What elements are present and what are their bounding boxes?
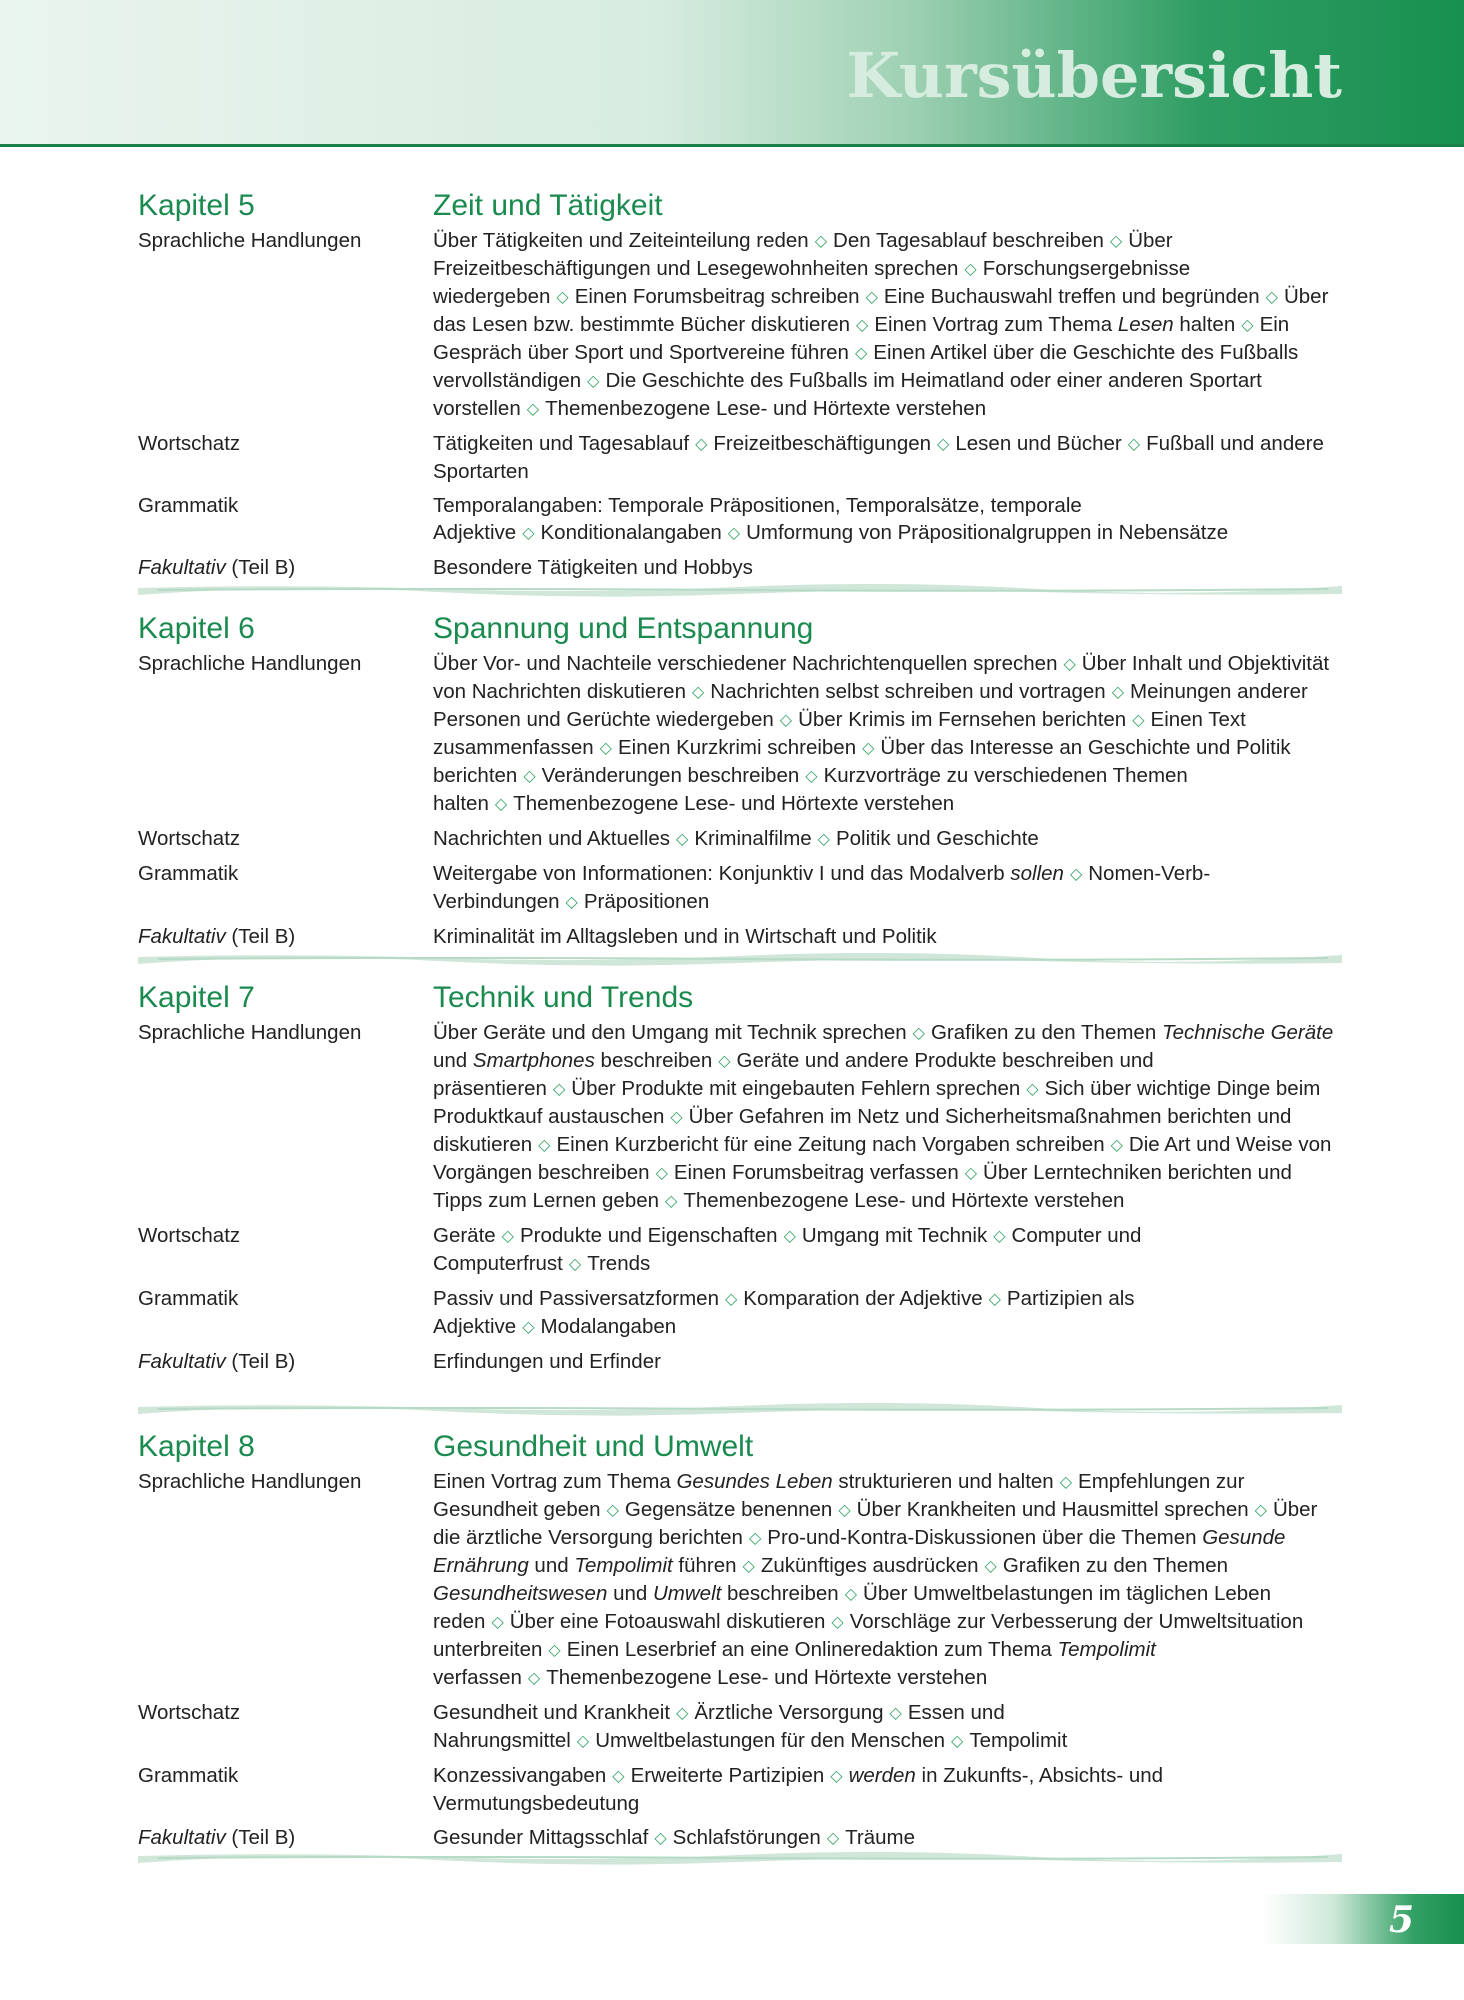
fakultativ-label: Fakultativ — [138, 556, 226, 579]
row-text: Erfindungen und Erfinder — [433, 1350, 661, 1373]
row-wortschatz — [138, 1699, 1342, 1755]
row-label: Wortschatz — [138, 1224, 241, 1247]
row-wortschatz — [138, 430, 1342, 485]
teil-b-label: (Teil B) — [225, 1350, 296, 1373]
row-label: Grammatik — [138, 862, 239, 885]
row-fakultativ — [138, 1824, 1342, 1852]
chapter-title: Spannung und Entspannung — [433, 612, 814, 645]
row-text: Über Tätigkeiten und Zeiteinteilung reden ◇ Den Tagesablauf beschreiben ◇ Über Freizeitbeschäftigungen und Lesegewohnheiten sprechen ◇ Forschungsergebnisse wiedergeben ◇ Einen Forumsbeitrag schreiben ◇ Eine Buchauswahl treffen und begründen ◇ Über das Lesen bzw. bestimmte Bücher diskutieren ◇ Einen Vortrag zum Thema Lesen halten ◇ Ein Gespräch über Sport und Sportvereine führen ◇ Einen Artikel über die Geschichte des Fußballs vervollständigen ◇ Die Geschichte des Fußballs im Heimatland oder einer anderen Sportart vorstellen ◇ Themenbezogene Lese- und Hörtexte verstehen — [433, 229, 1329, 420]
row-label: Wortschatz — [138, 827, 241, 850]
row-fakultativ — [138, 923, 1342, 950]
row-text: Passiv und Passiversatzformen ◇ Komparation der Adjektive ◇ Partizipien als Adjektive ◇ Modalangaben — [433, 1287, 1135, 1338]
row-label — [138, 923, 433, 950]
chapter-title: Zeit und Tätigkeit — [433, 189, 663, 222]
row-sprachliche-handlungen — [138, 1019, 1342, 1215]
row-label: Grammatik — [138, 494, 239, 517]
row-wortschatz — [138, 1222, 1342, 1278]
section-divider — [138, 583, 1342, 597]
chapter-number: Kapitel 6 — [138, 612, 255, 645]
row-text: Gesundheit und Krankheit ◇ Ärztliche Versorgung ◇ Essen und Nahrungsmittel ◇ Umweltbelastungen für den Menschen ◇ Tempolimit — [433, 1701, 1068, 1752]
section-divider — [138, 1851, 1342, 1865]
row-text: Temporalangaben: Temporale Präpositionen, Temporalsätze, temporale Adjektive ◇ Konditionalangaben ◇ Umformung von Präpositionalgruppen in Nebensätze — [433, 494, 1229, 544]
row-label: Sprachliche Handlungen — [138, 652, 362, 675]
row-label — [138, 1824, 433, 1852]
chapter-title: Technik und Trends — [433, 981, 694, 1014]
chapter-number: Kapitel 8 — [138, 1430, 255, 1463]
chapter-number: Kapitel 7 — [138, 981, 255, 1014]
row-text: Konzessivangaben ◇ Erweiterte Partizipien ◇ werden in Zukunfts-, Absichts- und Vermutungsbedeutung — [433, 1764, 1164, 1815]
row-text: Besondere Tätigkeiten und Hobbys — [433, 556, 753, 579]
chapter-header — [138, 610, 1342, 650]
page-number: 5 — [1388, 1899, 1414, 1941]
row-label: Wortschatz — [138, 432, 241, 455]
row-text: Tätigkeiten und Tagesablauf ◇ Freizeitbeschäftigungen ◇ Lesen und Bücher ◇ Fußball und andere Sportarten — [433, 432, 1324, 483]
row-label — [138, 1348, 433, 1375]
row-sprachliche-handlungen — [138, 227, 1342, 423]
row-grammatik — [138, 492, 1342, 547]
row-text: Geräte ◇ Produkte und Eigenschaften ◇ Umgang mit Technik ◇ Computer und Computerfrust ◇ Trends — [433, 1224, 1142, 1275]
page-title: Kursübersicht — [846, 39, 1342, 112]
row-sprachliche-handlungen — [138, 650, 1342, 818]
row-label: Sprachliche Handlungen — [138, 1021, 362, 1044]
row-label — [138, 554, 433, 581]
chapter-number: Kapitel 5 — [138, 189, 255, 222]
chapter-header — [138, 1428, 1342, 1468]
row-fakultativ — [138, 1348, 1342, 1375]
row-text: Über Vor- und Nachteile verschiedener Nachrichtenquellen sprechen ◇ Über Inhalt und Objektivität von Nachrichten diskutieren ◇ Nachrichten selbst schreiben und vortragen ◇ Meinungen anderer Personen und Gerüchte wiedergeben ◇ Über Krimis im Fernsehen berichten ◇ Einen Text zusammenfassen ◇ Einen Kurzkrimi schreiben ◇ Über das Interesse an Geschichte und Politik berichten ◇ Veränderungen beschreiben ◇ Kurzvorträge zu verschiedenen Themen halten ◇ Themenbezogene Lese- und Hörtexte verstehen — [433, 652, 1330, 815]
row-grammatik — [138, 860, 1342, 916]
row-text: Kriminalität im Alltagsleben und in Wirtschaft und Politik — [433, 925, 937, 948]
row-wortschatz — [138, 825, 1342, 853]
fakultativ-label: Fakultativ — [138, 1350, 226, 1373]
row-grammatik — [138, 1285, 1342, 1341]
chapter-title: Gesundheit und Umwelt — [433, 1430, 754, 1463]
chapter-header — [138, 979, 1342, 1019]
fakultativ-label: Fakultativ — [138, 1826, 226, 1849]
row-sprachliche-handlungen — [138, 1468, 1342, 1692]
section-divider — [138, 952, 1342, 966]
row-text: Weitergabe von Informationen: Konjunktiv I und das Modalverb sollen ◇ Nomen-Verb-Verbindungen ◇ Präpositionen — [433, 862, 1211, 913]
row-text: Nachrichten und Aktuelles ◇ Kriminalfilme ◇ Politik und Geschichte — [433, 827, 1039, 850]
row-fakultativ — [138, 554, 1342, 581]
chapter-8 — [138, 1428, 1342, 1859]
row-label: Sprachliche Handlungen — [138, 1470, 362, 1493]
chapter-7 — [138, 979, 1342, 1382]
fakultativ-label: Fakultativ — [138, 925, 226, 948]
teil-b-label: (Teil B) — [225, 1826, 296, 1849]
row-text: Einen Vortrag zum Thema Gesundes Leben strukturieren und halten ◇ Empfehlungen zur Gesundheit geben ◇ Gegensätze benennen ◇ Über Krankheiten und Hausmittel sprechen ◇ Über die ärztliche Versorgung berichten ◇ Pro-und-Kontra-Diskussionen über die Themen Gesunde Ernährung und Tempolimit führen ◇ Zukünftiges ausdrücken ◇ Grafiken zu den Themen Gesundheitswesen und Umwelt beschreiben ◇ Über Umweltbelastungen im täglichen Leben reden ◇ Über eine Fotoauswahl diskutieren ◇ Vorschläge zur Verbesserung der Umweltsituation unterbreiten ◇ Einen Leserbrief an eine Onlineredaktion zum Thema Tempolimit verfassen ◇ Themenbezogene Lese- und Hörtexte verstehen — [433, 1470, 1318, 1689]
chapter-header — [138, 187, 1342, 227]
row-label: Grammatik — [138, 1764, 239, 1787]
header-rule — [0, 144, 1464, 147]
teil-b-label: (Teil B) — [225, 556, 296, 579]
chapter-5 — [138, 187, 1342, 588]
row-label: Sprachliche Handlungen — [138, 229, 362, 252]
row-label: Grammatik — [138, 1287, 239, 1310]
teil-b-label: (Teil B) — [225, 925, 296, 948]
row-label: Wortschatz — [138, 1701, 241, 1724]
row-text: Über Geräte und den Umgang mit Technik sprechen ◇ Grafiken zu den Themen Technische Geräte und Smartphones beschreiben ◇ Geräte und andere Produkte beschreiben und präsentieren ◇ Über Produkte mit eingebauten Fehlern sprechen ◇ Sich über wichtige Dinge beim Produktkauf austauschen ◇ Über Gefahren im Netz und Sicherheitsmaßnahmen berichten und diskutieren ◇ Einen Kurzbericht für eine Zeitung nach Vorgaben schreiben ◇ Die Art und Weise von Vorgängen beschreiben ◇ Einen Forumsbeitrag verfassen ◇ Über Lerntechniken berichten und Tipps zum Lernen geben ◇ Themenbezogene Lese- und Hörtexte verstehen — [433, 1021, 1334, 1212]
section-divider — [138, 1402, 1342, 1416]
row-grammatik — [138, 1762, 1342, 1817]
footer-band — [1262, 1894, 1464, 1944]
row-text: Gesunder Mittagsschlaf ◇ Schlafstörungen ◇ Träume — [433, 1826, 916, 1849]
chapter-6 — [138, 610, 1342, 957]
